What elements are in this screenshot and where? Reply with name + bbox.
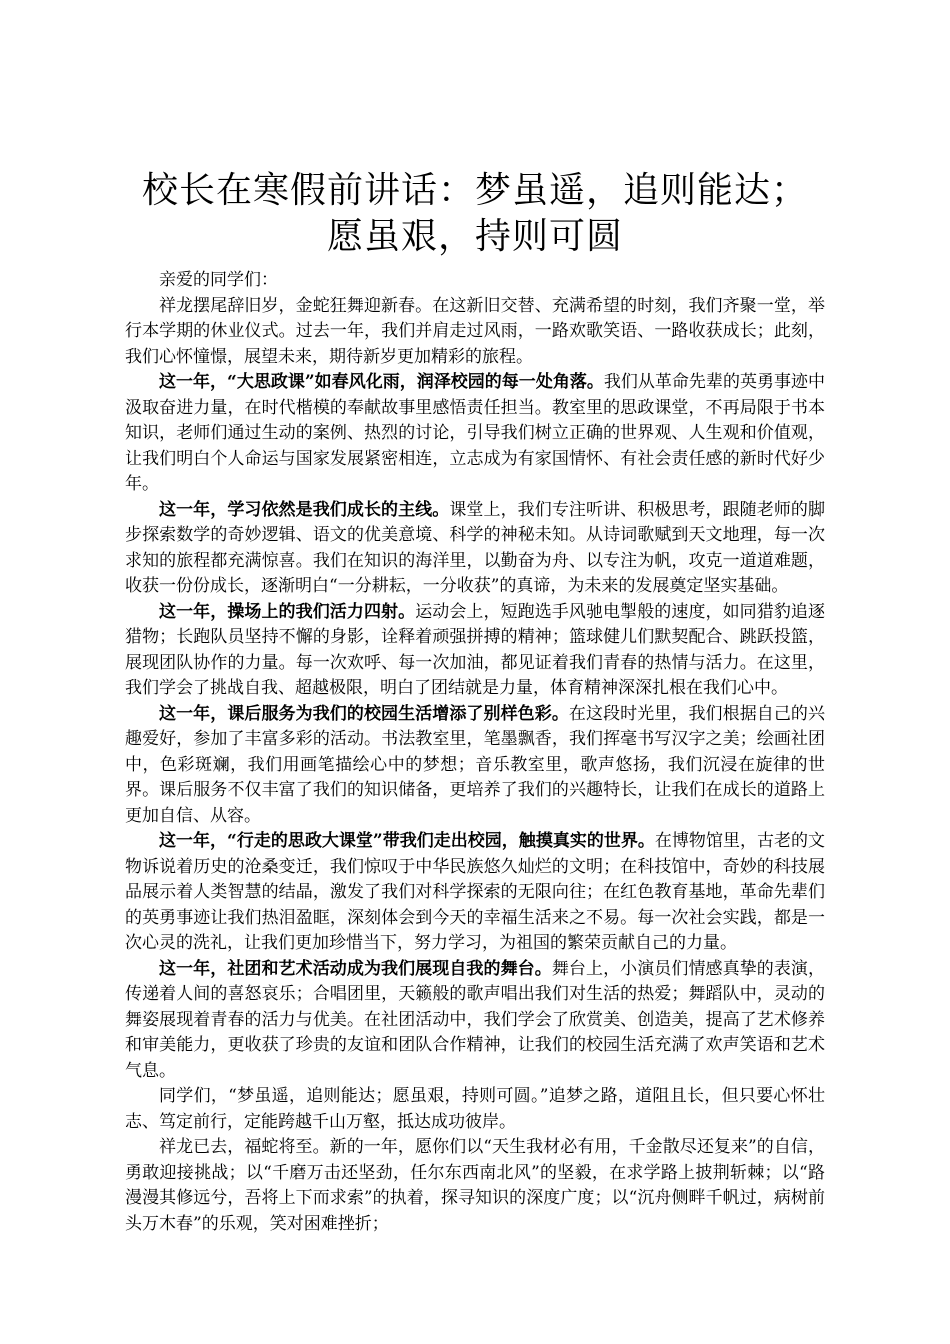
paragraph-1 — [125, 294, 825, 371]
paragraph-2 — [125, 370, 825, 498]
paragraph-text: 舞台上，小演员们情感真挚的表演，传递着人间的喜怒哀乐；合唱团里，天籁般的歌声唱出我们对生活的热爱；舞蹈队中，灵动的舞姿展现着青春的活力与优美。在社团活动中，我们学会了欣赏美、创造美，提高了艺术修养和审美能力，更收获了珍贵的友谊和团队合作精神，让我们的校园生活充满了欢声笑语和艺术气息。 — [125, 958, 826, 1081]
paragraph-6 — [125, 829, 825, 957]
greeting: 亲爱的同学们： — [159, 270, 278, 290]
paragraph-text: 同学们，“梦虽遥，追则能达；愿虽艰，持则可圆。”追梦之路，道阻且长，但只要心怀壮志、笃定前行，定能跨越千山万壑，抵达成功彼岸。 — [125, 1086, 825, 1132]
document-page — [125, 168, 825, 1237]
paragraph-lead: 这一年，操场上的我们活力四射。 — [159, 601, 416, 622]
paragraph-text: 祥龙已去，福蛇将至。新的一年，愿你们以“天生我材必有用，千金散尽还复来”的自信，勇敢迎接挑战；以“千磨万击还坚劲，任尔东西南北风”的坚毅，在求学路上披荆斩棘；以“路漫漫其修远兮，吾将上下而求索”的执着，探寻知识的深度广度；以“沉舟侧畔千帆过，病树前头万木春”的乐观，笑对困难挫折； — [125, 1137, 825, 1234]
paragraph-lead: 这一年，社团和艺术活动成为我们展现自我的舞台。 — [159, 958, 552, 979]
paragraph-text: 我们从革命先辈的英勇事迹中汲取奋进力量，在时代楷模的奉献故事里感悟责任担当。教室里的思政课堂，不再局限于书本知识，老师们通过生动的案例、热烈的讨论，引导我们树立正确的世界观、人生观和价值观，让我们明白个人命运与国家发展紧密相连，立志成为有家国情怀、有社会责任感的新时代好少年。 — [125, 372, 825, 494]
paragraph-9 — [125, 1135, 825, 1237]
document-title: 校长在寒假前讲话：梦虽遥，追则能达；愿虽艰，持则可圆 — [141, 170, 808, 257]
paragraph-5 — [125, 702, 825, 830]
paragraph-8 — [125, 1084, 825, 1135]
paragraph-lead: 这一年，“行走的思政大课堂”带我们走出校园，触摸真实的世界。 — [159, 831, 655, 851]
paragraph-text: 运动会上，短跑选手风驰电掣般的速度，如同猎豹追逐猎物；长跑队员坚持不懈的身影，诠释着顽强拼搏的精神；篮球健儿们默契配合、跳跃投篮，展现团队协作的力量。每一次欢呼、每一次加油，都见证着我们青春的热情与活力。在这里，我们学会了挑战自我、超越极限，明白了团结就是力量，体育精神深深扎根在我们心中。 — [125, 601, 826, 698]
paragraph-lead: 这一年，学习依然是我们成长的主线。 — [159, 499, 450, 520]
paragraph-lead: 这一年，课后服务为我们的校园生活增添了别样色彩。 — [159, 703, 569, 724]
paragraph-7 — [125, 957, 825, 1085]
paragraph-4 — [125, 600, 825, 702]
paragraph-text: 祥龙摆尾辞旧岁，金蛇狂舞迎新春。在这新旧交替、充满希望的时刻，我们齐聚一堂，举行本学期的休业仪式。过去一年，我们并肩走过风雨，一路欢歌笑语、一路收获成长；此刻，我们心怀憧憬，展望未来，期待新岁更加精彩的旅程。 — [125, 295, 825, 367]
paragraph-text: 在博物馆里，古老的文物诉说着历史的沧桑变迁，我们惊叹于中华民族悠久灿烂的文明；在科技馆中，奇妙的科技展品展示着人类智慧的结晶，激发了我们对科学探索的无限向往；在红色教育基地，革命先辈们的英勇事迹让我们热泪盈眶，深刻体会到今天的幸福生活来之不易。每一次社会实践，都是一次心灵的洗礼，让我们更加珍惜当下，努力学习，为祖国的繁荣贡献自己的力量。 — [125, 831, 826, 953]
paragraph-lead: 这一年，“大思政课”如春风化雨，润泽校园的每一处角落。 — [159, 372, 604, 392]
paragraph-text: 课堂上，我们专注听讲、积极思考，跟随老师的脚步探索数学的奇妙逻辑、语文的优美意境、科学的神秘未知。从诗词歌赋到天文地理，每一次求知的旅程都充满惊喜。我们在知识的海洋里，以勤奋为舟、以专注为帆，攻克一道道难题，收获一份份成长，逐渐明白“一分耕耘，一分收获”的真谛，为未来的发展奠定坚实基础。 — [125, 499, 826, 596]
paragraph-3 — [125, 498, 825, 600]
paragraph-text: 在这段时光里，我们根据自己的兴趣爱好，参加了丰富多彩的活动。书法教室里，笔墨飘香，我们挥毫书写汉字之美；绘画社团中，色彩斑斓，我们用画笔描绘心中的梦想；音乐教室里，歌声悠扬，我们沉浸在旋律的世界。课后服务不仅丰富了我们的知识储备，更培养了我们的兴趣特长，让我们在成长的道路上更加自信、从容。 — [125, 703, 826, 826]
